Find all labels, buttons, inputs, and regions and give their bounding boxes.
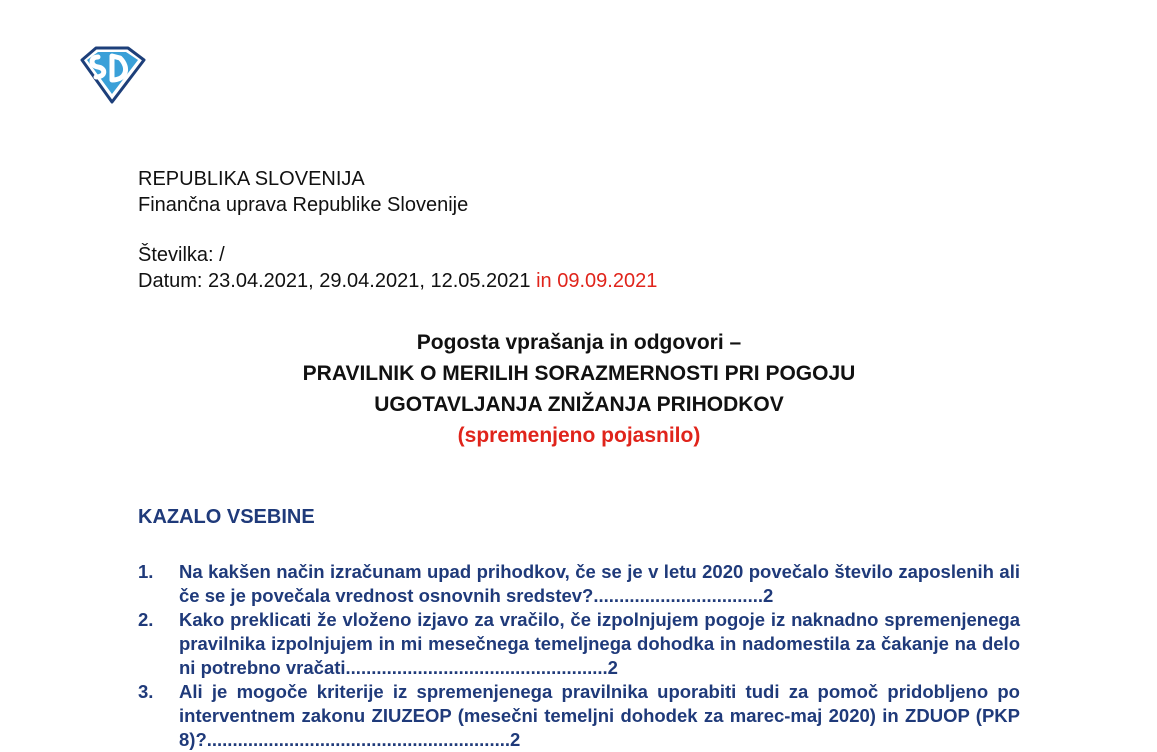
toc-item-number: 1. [138, 561, 154, 582]
toc-item-number: 3. [138, 681, 154, 702]
toc-item-page: 2 [607, 657, 618, 678]
toc-item-title: Na kakšen način izračunam upad prihodkov, če se je v letu 2020 povečalo število zaposlenih ali če se je povečala vrednost osnovnih sredstev? [179, 561, 1020, 606]
toc-item[interactable] [138, 560, 1020, 608]
toc-item-text[interactable] [179, 608, 1020, 680]
toc-item[interactable] [138, 680, 1020, 752]
toc-item-page: 2 [763, 585, 774, 606]
toc-item-text[interactable] [179, 680, 1020, 752]
title-line-3: UGOTAVLJANJA ZNIŽANJA PRIHODKOV [374, 393, 784, 416]
toc-heading: KAZALO VSEBINE [138, 506, 315, 528]
document-title [138, 327, 1020, 451]
title-line-1: Pogosta vprašanja in odgovori – [416, 331, 742, 354]
document-header [138, 166, 657, 294]
document-number: Številka: / [138, 244, 225, 266]
toc-item-number: 2. [138, 609, 154, 630]
republic-name: REPUBLIKA SLOVENIJA [138, 168, 365, 190]
agency-name: Finančna uprava Republike Slovenije [138, 194, 469, 216]
table-of-contents [138, 560, 1020, 752]
toc-item-text[interactable] [179, 560, 1020, 608]
date-added: in 09.09.2021 [536, 270, 658, 292]
toc-item-title: Kako preklicati že vloženo izjavo za vračilo, če izpolnjujem pogoje iz naknadno spremenjenega pravilnika izpolnjujem in mi mesečnega temeljnega dohodka in nadomestila za čakanje na delo ni potrebno vračati. [179, 609, 1020, 678]
toc-item-page: 2 [510, 729, 521, 750]
document-date [138, 268, 657, 294]
title-note: (spremenjeno pojasnilo) [457, 424, 701, 447]
toc-item-leader: ................................. [593, 585, 763, 606]
title-line-2: PRAVILNIK O MERILIH SORAZMERNOSTI PRI POGOJU [302, 362, 856, 385]
toc-item[interactable] [138, 608, 1020, 680]
toc-item-leader: ........................................................... [206, 729, 511, 750]
fu-shield-logo-icon [76, 44, 148, 106]
toc-item-title: Ali je mogoče kriterije iz spremenjenega pravilnika uporabiti tudi za pomoč pridobljeno po interventnem zakonu ZIUZEOP (mesečni temeljni dohodek za marec-maj 2020) in ZDUOP (PKP 8)? [179, 681, 1020, 750]
date-list: Datum: 23.04.2021, 29.04.2021, 12.05.2021 [138, 270, 531, 292]
toc-item-leader: .................................................. [350, 657, 608, 678]
